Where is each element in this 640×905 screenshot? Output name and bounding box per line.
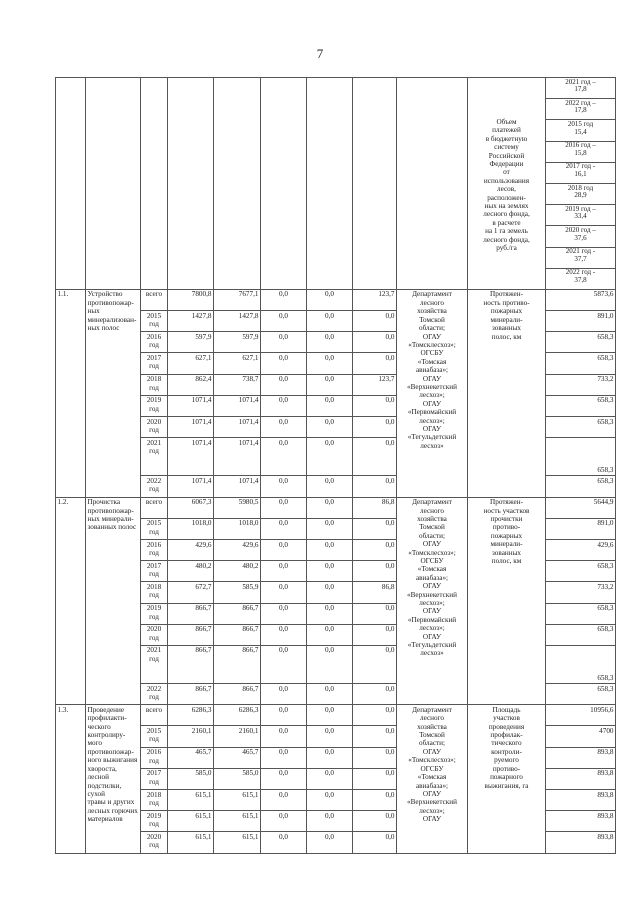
local-budget-cell: 0,0 <box>307 790 353 811</box>
federal-budget-cell: 866,7 <box>214 603 261 624</box>
empty-cell-total <box>168 78 214 290</box>
total-cell: 1018,0 <box>168 518 214 539</box>
year-cell: 2017 год <box>141 353 168 374</box>
year-cell: 2016 год <box>141 332 168 353</box>
year-cell: 2021 год <box>141 645 168 683</box>
total-cell: 615,1 <box>168 811 214 832</box>
indicator-value-cell: 2018 год 28,9 <box>546 183 616 204</box>
indicator-value-cell: 658,3 <box>546 417 616 438</box>
local-budget-cell: 0,0 <box>307 705 353 726</box>
regional-budget-cell: 0,0 <box>261 518 307 539</box>
total-cell: 615,1 <box>168 832 214 853</box>
federal-budget-cell: 615,1 <box>214 832 261 853</box>
local-budget-cell: 0,0 <box>307 518 353 539</box>
local-budget-cell: 0,0 <box>307 645 353 683</box>
regional-budget-cell: 0,0 <box>261 561 307 582</box>
indicator-value-cell: 658,3 <box>546 438 616 476</box>
year-cell: 2019 год <box>141 603 168 624</box>
table-row <box>56 78 616 99</box>
regional-budget-cell: 0,0 <box>261 832 307 853</box>
total-cell: 862,4 <box>168 374 214 395</box>
total-cell: 1427,8 <box>168 311 214 332</box>
extra-budget-cell: 0,0 <box>353 705 397 726</box>
indicator-value-cell: 893,8 <box>546 768 616 789</box>
federal-budget-cell: 2160,1 <box>214 726 261 747</box>
regional-budget-cell: 0,0 <box>261 476 307 497</box>
year-cell: 2018 год <box>141 582 168 603</box>
regional-budget-cell: 0,0 <box>261 811 307 832</box>
local-budget-cell: 0,0 <box>307 582 353 603</box>
federal-budget-cell: 615,1 <box>214 790 261 811</box>
total-cell: 7800,8 <box>168 289 214 310</box>
extra-budget-cell: 0,0 <box>353 832 397 853</box>
regional-budget-cell: 0,0 <box>261 726 307 747</box>
indicator-value-cell: 733,2 <box>546 582 616 603</box>
federal-budget-cell: 738,7 <box>214 374 261 395</box>
total-cell: 1071,4 <box>168 395 214 416</box>
federal-budget-cell: 465,7 <box>214 747 261 768</box>
section-number-cell: 1.1. <box>56 289 86 497</box>
empty-cell-num <box>56 78 86 290</box>
section-number-cell: 1.3. <box>56 705 86 853</box>
executor-cell: Департамент лесного хозяйства Томской области; ОГАУ «Томсклесхоз»; ОГСБУ «Томская авиабаза»; ОГАУ «Верхнекетский лесхоз»; ОГАУ «Первомайский лесхоз»; ОГАУ «Тегульдетский лесхоз» <box>397 497 468 705</box>
local-budget-cell: 0,0 <box>307 561 353 582</box>
indicator-value-cell: 2020 год – 37,6 <box>546 226 616 247</box>
total-cell: 615,1 <box>168 790 214 811</box>
regional-budget-cell: 0,0 <box>261 417 307 438</box>
page-number: 7 <box>316 46 324 61</box>
local-budget-cell: 0,0 <box>307 289 353 310</box>
extra-budget-cell: 0,0 <box>353 353 397 374</box>
local-budget-cell: 0,0 <box>307 832 353 853</box>
extra-budget-cell: 0,0 <box>353 417 397 438</box>
regional-budget-cell: 0,0 <box>261 684 307 705</box>
program-table <box>55 77 616 854</box>
table-row <box>56 705 616 726</box>
local-budget-cell: 0,0 <box>307 768 353 789</box>
empty-cell-year <box>141 78 168 290</box>
federal-budget-cell: 597,9 <box>214 332 261 353</box>
regional-budget-cell: 0,0 <box>261 332 307 353</box>
total-cell: 1071,4 <box>168 417 214 438</box>
local-budget-cell: 0,0 <box>307 417 353 438</box>
section-number-cell: 1.2. <box>56 497 86 705</box>
indicator-name-cell: Протяжен- ность противо- пожарных минерали- зованных полос, км <box>468 289 546 497</box>
federal-budget-cell: 615,1 <box>214 811 261 832</box>
total-cell: 597,9 <box>168 332 214 353</box>
total-cell: 429,6 <box>168 539 214 560</box>
year-cell: 2018 год <box>141 374 168 395</box>
indicator-value-cell: 10956,6 <box>546 705 616 726</box>
indicator-value-cell: 429,6 <box>546 539 616 560</box>
empty-cell-c4 <box>307 78 353 290</box>
extra-budget-cell: 0,0 <box>353 311 397 332</box>
year-cell: 2018 год <box>141 790 168 811</box>
local-budget-cell: 0,0 <box>307 438 353 476</box>
table-row <box>56 289 616 310</box>
extra-budget-cell: 0,0 <box>353 561 397 582</box>
federal-budget-cell: 866,7 <box>214 624 261 645</box>
total-cell: 866,7 <box>168 603 214 624</box>
indicator-value-cell: 2015 год 15,4 <box>546 120 616 141</box>
indicator-value-cell: 2022 год - 37,8 <box>546 268 616 289</box>
total-cell: 866,7 <box>168 624 214 645</box>
regional-budget-cell: 0,0 <box>261 497 307 518</box>
indicator-value-cell: 658,3 <box>546 332 616 353</box>
total-cell: 585,0 <box>168 768 214 789</box>
federal-budget-cell: 585,0 <box>214 768 261 789</box>
empty-cell-c5 <box>353 78 397 290</box>
extra-budget-cell: 0,0 <box>353 438 397 476</box>
total-cell: 480,2 <box>168 561 214 582</box>
total-cell: 866,7 <box>168 684 214 705</box>
indicator-value-cell: 658,3 <box>546 561 616 582</box>
year-cell: 2020 год <box>141 624 168 645</box>
local-budget-cell: 0,0 <box>307 374 353 395</box>
empty-cell-executor <box>397 78 468 290</box>
extra-budget-cell: 86,8 <box>353 497 397 518</box>
federal-budget-cell: 6286,3 <box>214 705 261 726</box>
regional-budget-cell: 0,0 <box>261 353 307 374</box>
year-cell: 2017 год <box>141 768 168 789</box>
total-cell: 6286,3 <box>168 705 214 726</box>
local-budget-cell: 0,0 <box>307 811 353 832</box>
indicator-value-cell: 658,3 <box>546 395 616 416</box>
federal-budget-cell: 1071,4 <box>214 417 261 438</box>
empty-cell-c3 <box>261 78 307 290</box>
extra-budget-cell: 123,7 <box>353 289 397 310</box>
federal-budget-cell: 1071,4 <box>214 438 261 476</box>
indicator-cell: Объем платежей в бюджетную систему Российской Федерации от использования лесов, расположен- ных на землях лесного фонда, в расчете на 1 га земель лесного фонда, руб./га <box>468 78 546 290</box>
year-cell: 2021 год <box>141 438 168 476</box>
indicator-name-cell: Площадь участков проведения профилак- тического контроли- руемого противо- пожарного выжигания, га <box>468 705 546 853</box>
regional-budget-cell: 0,0 <box>261 311 307 332</box>
year-cell: 2016 год <box>141 539 168 560</box>
total-cell: 2160,1 <box>168 726 214 747</box>
extra-budget-cell: 0,0 <box>353 747 397 768</box>
year-cell: всего <box>141 289 168 310</box>
local-budget-cell: 0,0 <box>307 726 353 747</box>
year-cell: 2016 год <box>141 747 168 768</box>
regional-budget-cell: 0,0 <box>261 374 307 395</box>
regional-budget-cell: 0,0 <box>261 768 307 789</box>
indicator-value-cell: 658,3 <box>546 603 616 624</box>
year-cell: 2022 год <box>141 476 168 497</box>
federal-budget-cell: 429,6 <box>214 539 261 560</box>
federal-budget-cell: 7677,1 <box>214 289 261 310</box>
section-name-cell: Устройство противопожар- ных минерализован- ных полос <box>86 289 141 497</box>
total-cell: 627,1 <box>168 353 214 374</box>
indicator-value-cell: 891,0 <box>546 311 616 332</box>
total-cell: 672,7 <box>168 582 214 603</box>
regional-budget-cell: 0,0 <box>261 705 307 726</box>
local-budget-cell: 0,0 <box>307 332 353 353</box>
indicator-value-cell: 658,3 <box>546 645 616 683</box>
indicator-value-cell: 2021 год - 37,7 <box>546 247 616 268</box>
indicator-value-cell: 5644,9 <box>546 497 616 518</box>
year-cell: 2022 год <box>141 684 168 705</box>
local-budget-cell: 0,0 <box>307 311 353 332</box>
federal-budget-cell: 480,2 <box>214 561 261 582</box>
regional-budget-cell: 0,0 <box>261 790 307 811</box>
year-cell: 2020 год <box>141 417 168 438</box>
regional-budget-cell: 0,0 <box>261 645 307 683</box>
extra-budget-cell: 0,0 <box>353 684 397 705</box>
executor-cell: Департамент лесного хозяйства Томской области; ОГАУ «Томсклесхоз»; ОГСБУ «Томская авиабаза»; ОГАУ «Верхнекетский лесхоз»; ОГАУ «Первомайский лесхоз»; ОГАУ «Тегульдетский лесхоз» <box>397 289 468 497</box>
federal-budget-cell: 1018,0 <box>214 518 261 539</box>
federal-budget-cell: 1071,4 <box>214 476 261 497</box>
indicator-value-cell: 658,3 <box>546 624 616 645</box>
extra-budget-cell: 0,0 <box>353 811 397 832</box>
empty-cell-name <box>86 78 141 290</box>
federal-budget-cell: 5980,5 <box>214 497 261 518</box>
indicator-value-cell: 893,8 <box>546 790 616 811</box>
regional-budget-cell: 0,0 <box>261 438 307 476</box>
local-budget-cell: 0,0 <box>307 395 353 416</box>
year-cell: всего <box>141 497 168 518</box>
section-name-cell: Проведение профилакти- ческого контролиру- мого противопожар- ного выжигания хвороста, лесной подстилки, сухой травы и других лесных горючих материалов <box>86 705 141 853</box>
extra-budget-cell: 0,0 <box>353 518 397 539</box>
year-cell: 2019 год <box>141 811 168 832</box>
year-cell: 2020 год <box>141 832 168 853</box>
indicator-value-cell: 658,3 <box>546 476 616 497</box>
local-budget-cell: 0,0 <box>307 539 353 560</box>
section-name-cell: Прочистка противопожар- ных минерали- зованных полос <box>86 497 141 705</box>
regional-budget-cell: 0,0 <box>261 395 307 416</box>
local-budget-cell: 0,0 <box>307 476 353 497</box>
indicator-value-cell: 5873,6 <box>546 289 616 310</box>
indicator-value-cell: 2017 год - 16,1 <box>546 162 616 183</box>
local-budget-cell: 0,0 <box>307 353 353 374</box>
indicator-value-cell: 733,2 <box>546 374 616 395</box>
year-cell: 2015 год <box>141 311 168 332</box>
extra-budget-cell: 0,0 <box>353 768 397 789</box>
regional-budget-cell: 0,0 <box>261 747 307 768</box>
regional-budget-cell: 0,0 <box>261 603 307 624</box>
indicator-value-cell: 2022 год – 17,8 <box>546 99 616 120</box>
extra-budget-cell: 0,0 <box>353 603 397 624</box>
federal-budget-cell: 866,7 <box>214 645 261 683</box>
local-budget-cell: 0,0 <box>307 747 353 768</box>
total-cell: 1071,4 <box>168 438 214 476</box>
extra-budget-cell: 0,0 <box>353 726 397 747</box>
year-cell: всего <box>141 705 168 726</box>
year-cell: 2015 год <box>141 518 168 539</box>
empty-cell-c2 <box>214 78 261 290</box>
indicator-value-cell: 893,8 <box>546 832 616 853</box>
year-cell: 2015 год <box>141 726 168 747</box>
indicator-value-cell: 4700 <box>546 726 616 747</box>
extra-budget-cell: 86,8 <box>353 582 397 603</box>
local-budget-cell: 0,0 <box>307 684 353 705</box>
extra-budget-cell: 0,0 <box>353 624 397 645</box>
federal-budget-cell: 1071,4 <box>214 395 261 416</box>
indicator-value-cell: 2019 год – 33,4 <box>546 205 616 226</box>
indicator-value-cell: 2021 год – 17,8 <box>546 78 616 99</box>
extra-budget-cell: 0,0 <box>353 332 397 353</box>
extra-budget-cell: 0,0 <box>353 539 397 560</box>
indicator-value-cell: 893,8 <box>546 811 616 832</box>
table-row <box>56 497 616 518</box>
total-cell: 465,7 <box>168 747 214 768</box>
year-cell: 2019 год <box>141 395 168 416</box>
extra-budget-cell: 0,0 <box>353 476 397 497</box>
extra-budget-cell: 0,0 <box>353 790 397 811</box>
year-cell: 2017 год <box>141 561 168 582</box>
executor-cell: Департамент лесного хозяйства Томской области; ОГАУ «Томсклесхоз»; ОГСБУ «Томская авиабаза»; ОГАУ «Верхнекетский лесхоз»; ОГАУ <box>397 705 468 853</box>
total-cell: 6067,3 <box>168 497 214 518</box>
total-cell: 1071,4 <box>168 476 214 497</box>
extra-budget-cell: 0,0 <box>353 395 397 416</box>
regional-budget-cell: 0,0 <box>261 539 307 560</box>
total-cell: 866,7 <box>168 645 214 683</box>
federal-budget-cell: 585,9 <box>214 582 261 603</box>
extra-budget-cell: 0,0 <box>353 645 397 683</box>
regional-budget-cell: 0,0 <box>261 624 307 645</box>
local-budget-cell: 0,0 <box>307 624 353 645</box>
indicator-value-cell: 658,3 <box>546 353 616 374</box>
indicator-value-cell: 658,3 <box>546 684 616 705</box>
federal-budget-cell: 866,7 <box>214 684 261 705</box>
indicator-name-cell: Протяжен- ность участков прочистки противо- пожарных минерали- зованных полос, км <box>468 497 546 705</box>
indicator-value-cell: 893,8 <box>546 747 616 768</box>
regional-budget-cell: 0,0 <box>261 289 307 310</box>
federal-budget-cell: 627,1 <box>214 353 261 374</box>
regional-budget-cell: 0,0 <box>261 582 307 603</box>
local-budget-cell: 0,0 <box>307 497 353 518</box>
indicator-value-cell: 891,0 <box>546 518 616 539</box>
local-budget-cell: 0,0 <box>307 603 353 624</box>
indicator-value-cell: 2016 год – 15,8 <box>546 141 616 162</box>
extra-budget-cell: 123,7 <box>353 374 397 395</box>
federal-budget-cell: 1427,8 <box>214 311 261 332</box>
